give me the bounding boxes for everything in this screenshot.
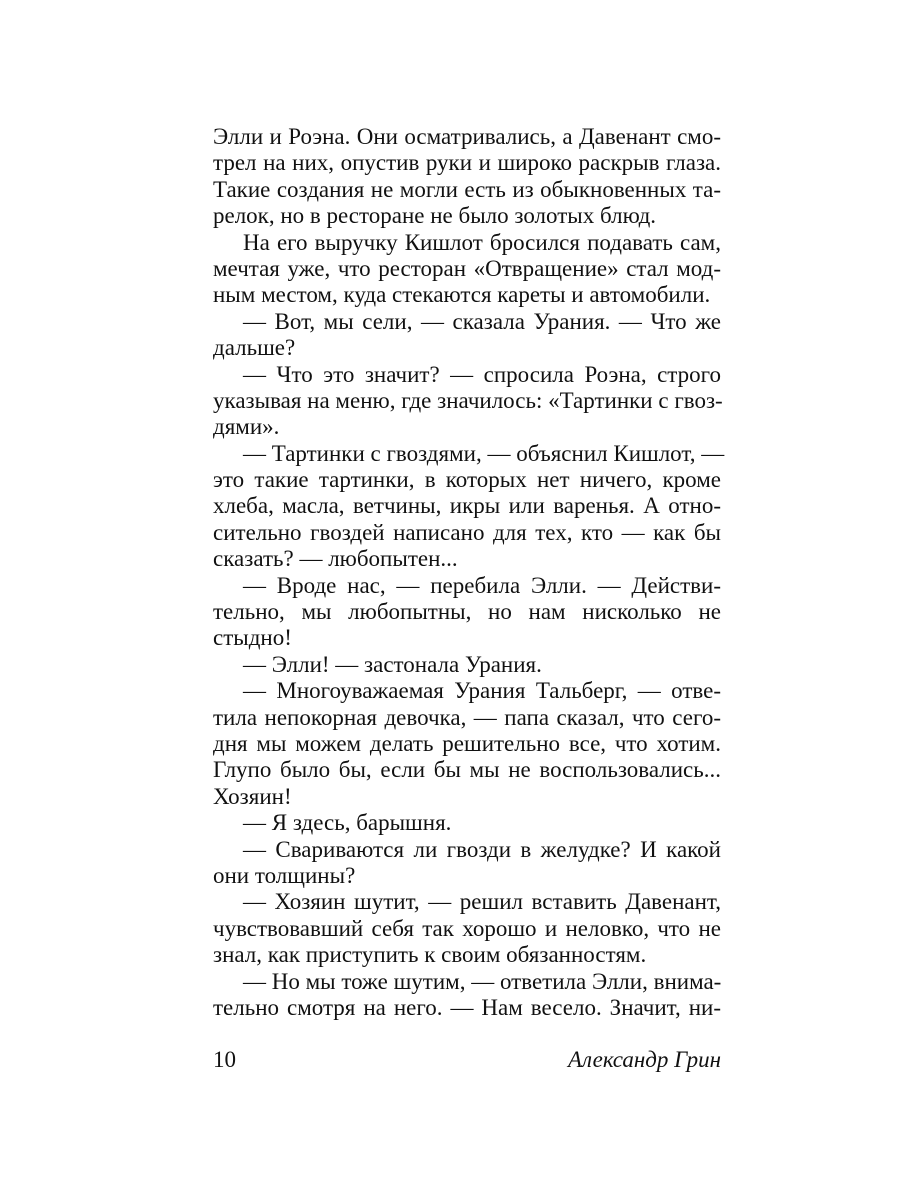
text-line: хлеба, масла, ветчины, икры или варенья. А отно- xyxy=(213,493,721,519)
paragraph xyxy=(213,573,721,652)
paragraph xyxy=(213,837,721,890)
paragraph xyxy=(213,969,721,1022)
running-author: Александр Грин xyxy=(567,1047,721,1072)
text-line: — Тартинки с гвоздями, — объяснил Кишлот, — xyxy=(243,440,725,466)
paragraph xyxy=(213,230,721,309)
page-footer xyxy=(213,1045,721,1075)
page-number: 10 xyxy=(213,1047,236,1072)
text-line: стыдно! xyxy=(213,625,292,651)
text-line: релок, но в ресторане не было золотых блюд. xyxy=(213,203,657,229)
text-line: трел на них, опустив руки и широко раскрыв глаза. xyxy=(213,150,721,176)
text-line: это такие тартинки, в которых нет ничего, кроме xyxy=(213,467,721,493)
text-line: — Но мы тоже шутим, — ответила Элли, внима- xyxy=(243,968,722,994)
text-line: Глупо было бы, если бы мы не воспользовались... xyxy=(213,757,721,783)
text-line: — Хозяин шутит, — решил вставить Давенант, xyxy=(243,889,721,915)
text-line: сказать? — любопытен... xyxy=(213,546,458,572)
text-line: дня мы можем делать решительно все, что хотим. xyxy=(213,730,721,756)
text-line: Хозяин! xyxy=(213,783,292,809)
text-line: — Я здесь, барышня. xyxy=(243,810,452,836)
text-line: — Вроде нас, — перебила Элли. — Действи- xyxy=(243,572,721,598)
paragraph xyxy=(213,889,721,968)
paragraph xyxy=(213,309,721,362)
text-line: дальше? xyxy=(213,335,296,361)
text-line: знал, как приступить к своим обязанностям. xyxy=(213,942,647,968)
text-line: — Что это значит? — спросила Роэна, строго xyxy=(243,361,721,387)
text-line: ным местом, куда стекаются кареты и автомобили. xyxy=(213,282,711,308)
text-line: Элли и Роэна. Они осматривались, а Давенант смо- xyxy=(213,124,721,149)
text-line: Такие создания не могли есть из обыкновенных та- xyxy=(213,176,721,202)
text-line: чувствовавший себя так хорошо и неловко, что не xyxy=(213,915,721,941)
paragraph xyxy=(213,362,721,441)
text-line: — Элли! — застонала Урания. xyxy=(243,651,542,677)
paragraph xyxy=(213,440,725,573)
text-line: сительно гвоздей написано для тех, кто — как бы xyxy=(213,519,721,545)
text-line: — Свариваются ли гвозди в желудке? И какой xyxy=(243,836,721,862)
text-line: тила непокорная девочка, — папа сказал, что сего- xyxy=(213,704,721,730)
paragraph xyxy=(213,810,721,836)
text-line: указывая на меню, где значилось: «Тартинки с гвоз- xyxy=(213,387,723,413)
body-text xyxy=(213,124,725,1021)
text-line: — Вот, мы сели, — сказала Урания. — Что же xyxy=(243,308,721,334)
paragraph xyxy=(213,652,721,678)
text-line: мечтая уже, что ресторан «Отвращение» стал мод- xyxy=(213,255,721,281)
text-line: дями». xyxy=(213,414,280,440)
text-line: — Многоуважаемая Урания Тальберг, — отве- xyxy=(243,678,721,704)
text-line: На его выручку Кишлот бросился подавать сам, xyxy=(243,229,721,255)
text-line: они толщины? xyxy=(213,862,356,888)
text-line: тельно, мы любопытны, но нам нисколько не xyxy=(213,599,721,625)
paragraph xyxy=(213,124,721,230)
text-line: тельно смотря на него. — Нам весело. Значит, ни- xyxy=(213,994,721,1020)
paragraph xyxy=(213,678,721,810)
